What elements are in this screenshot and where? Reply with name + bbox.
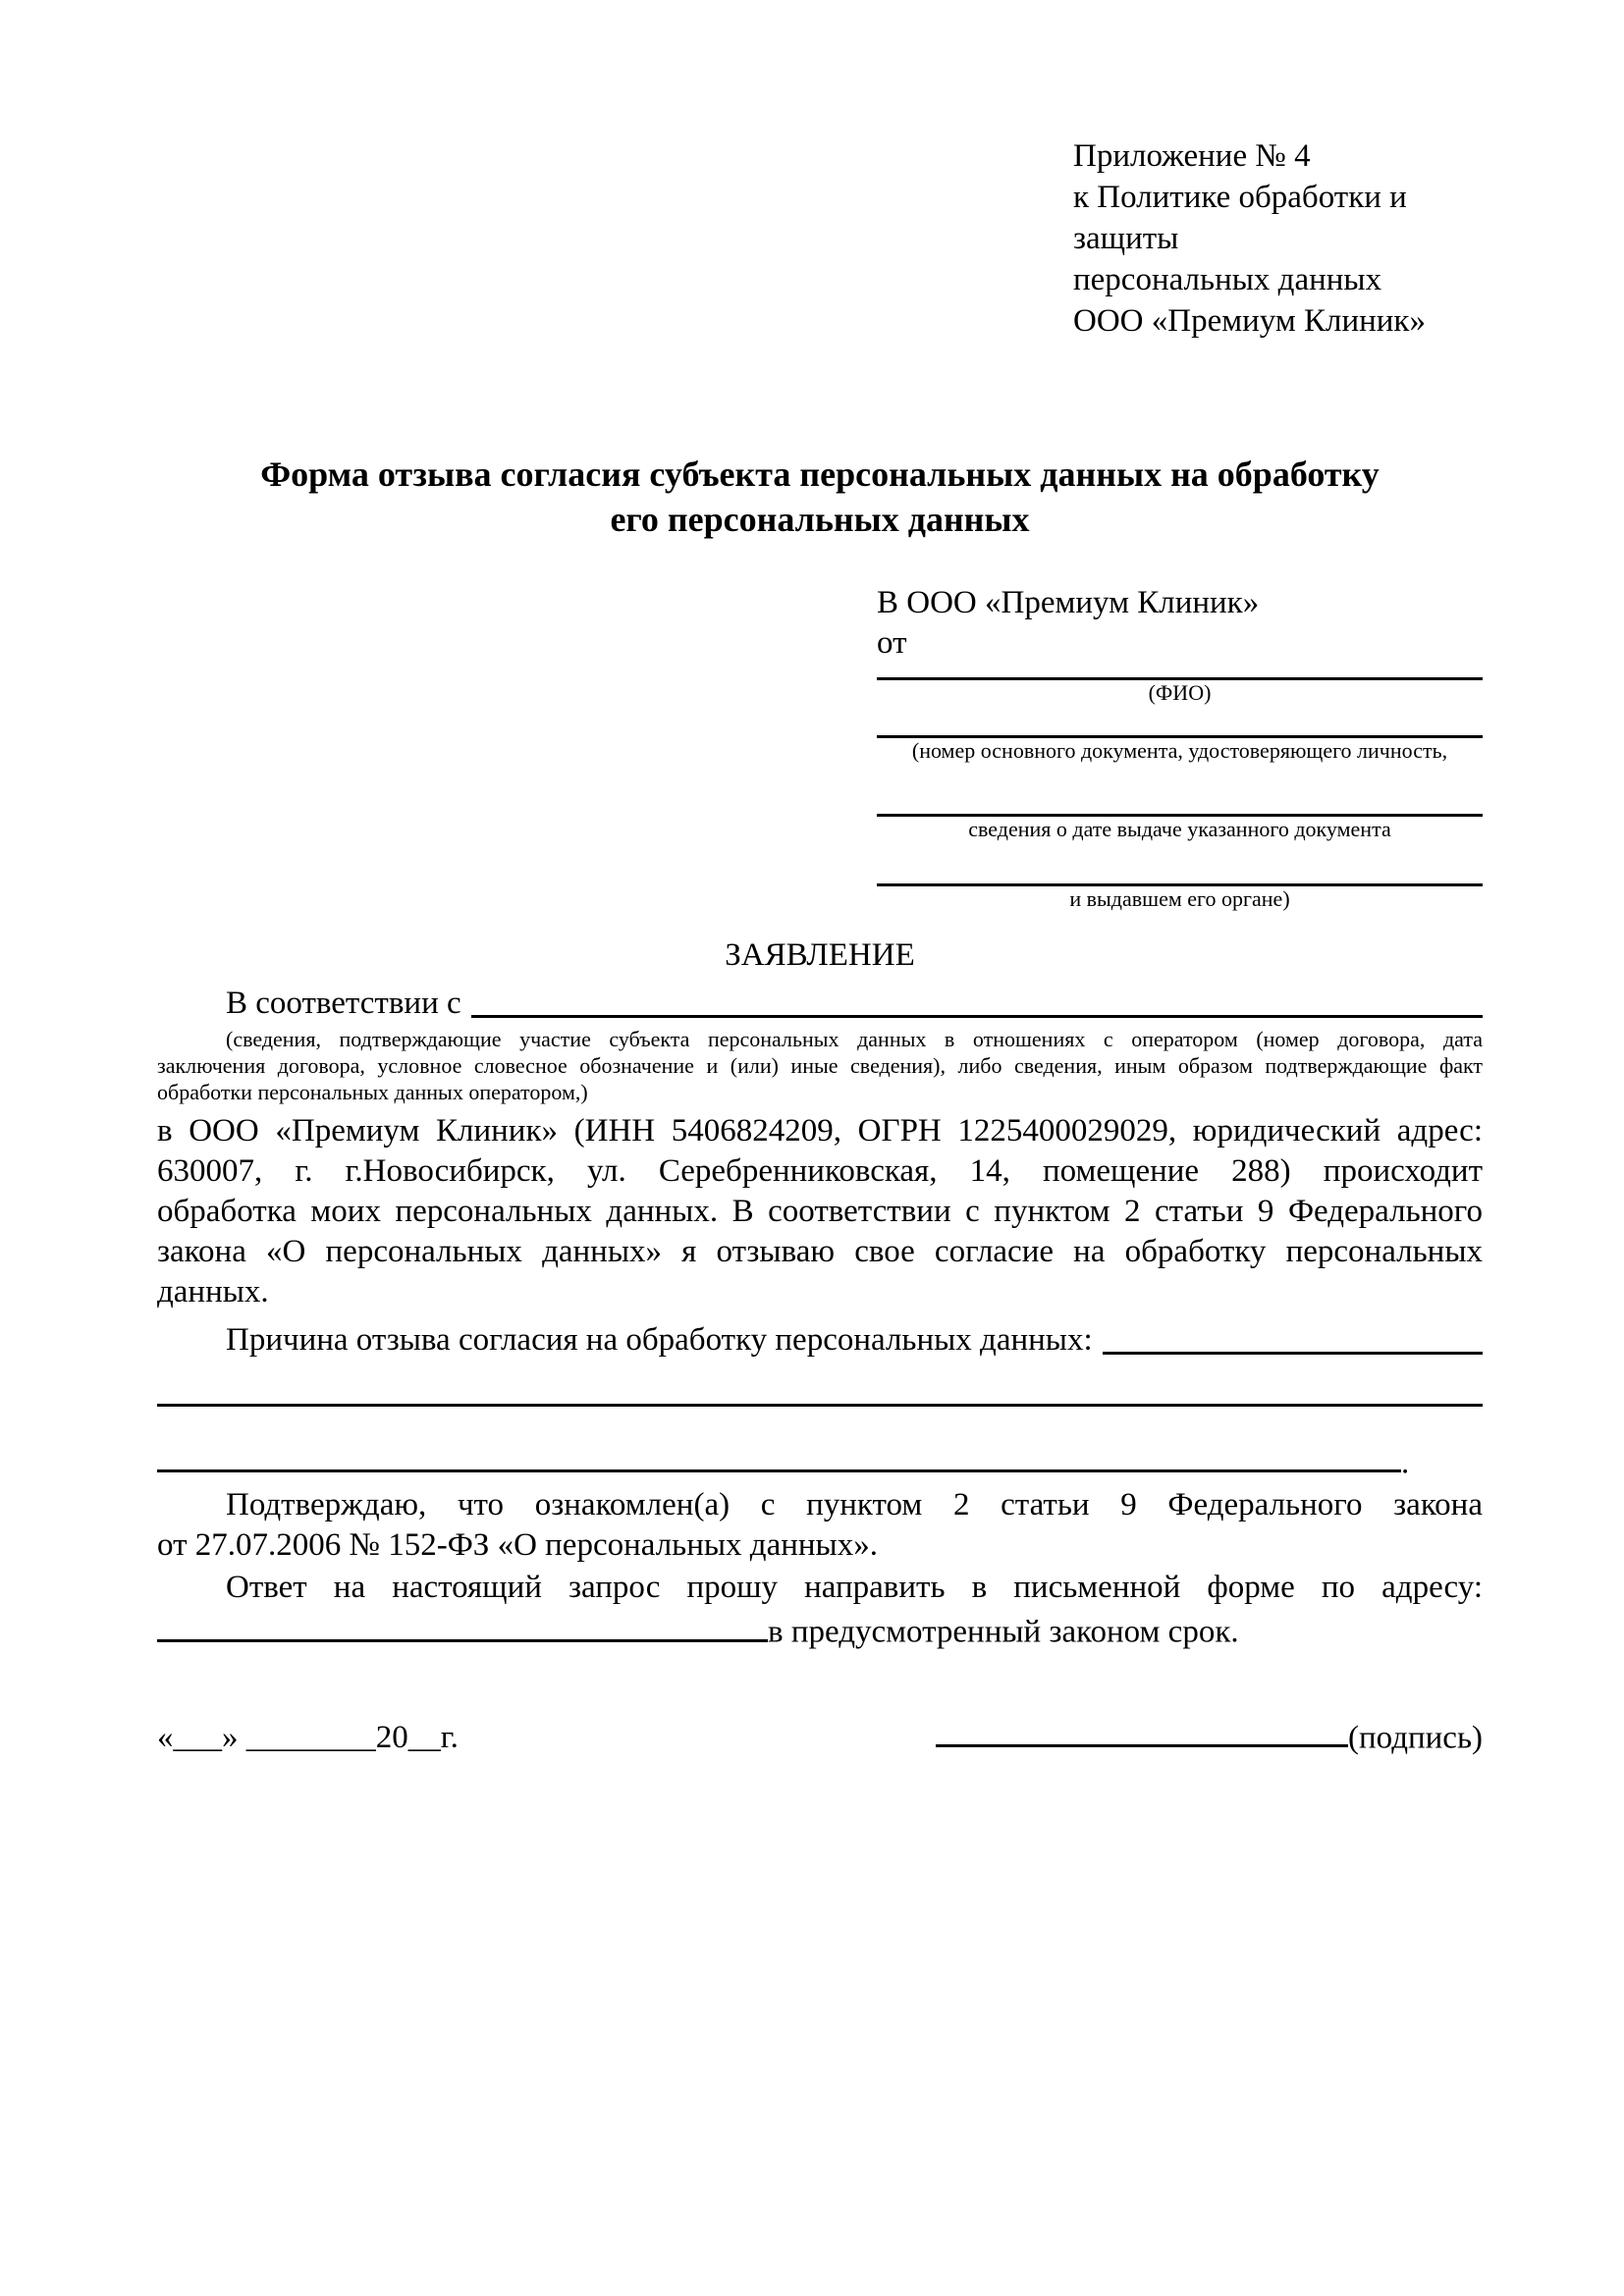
reply-address-row (157, 1608, 1483, 1652)
statement-body (157, 1111, 1483, 1312)
basis-label: В соответствии с (226, 986, 461, 1021)
appendix-line: Приложение № 4 (1073, 138, 1311, 174)
reply-request-line: Ответ на настоящий запрос прошу направить в письменной форме по адресу: (226, 1570, 1483, 1606)
reply-suffix: в предусмотренный законом срок. (768, 1614, 1239, 1650)
document-number-caption: (номер основного документа, удостоверяющего личность, (911, 738, 1448, 763)
signature-blank-line (936, 1714, 1348, 1747)
addressee-from-label: от (877, 625, 907, 661)
confirmation-paragraph (157, 1485, 1483, 1566)
statement-body-line: 630007, г. г.Новосибирск, ул. Серебренниковская, 14, помещение 288) происходит (157, 1153, 1483, 1189)
document-title-line: его персональных данных (610, 500, 1030, 539)
basis-row (157, 984, 1483, 1024)
appendix-line: ООО «Премиум Клиник» (1073, 303, 1426, 339)
reason-blank-line-3 (157, 1439, 1401, 1472)
basis-note-line: заключения договора, условное словесное обозначение и (или) иные сведения), либо сведения, иным образом подтверждающие факт (157, 1053, 1483, 1078)
signature-caption: (подпись) (1348, 1720, 1483, 1756)
basis-blank-line (471, 984, 1483, 1018)
statement-heading: ЗАЯВЛЕНИЕ (725, 937, 915, 973)
document-title-line: Форма отзыва согласия субъекта персональных данных на обработку (260, 454, 1380, 494)
signature-row (157, 1714, 1483, 1758)
statement-body-line: в ООО «Премиум Клиник» (ИНН 5406824209, ОГРН 1225400029029, юридический адрес: (157, 1113, 1483, 1148)
reply-address-blank-line (157, 1608, 768, 1641)
issue-date-caption: сведения о дате выдаче указанного документа (968, 817, 1391, 841)
reply-paragraph (157, 1568, 1483, 1652)
appendix-block (1073, 135, 1483, 342)
reason-blank-line (1103, 1320, 1483, 1355)
basis-note (157, 1026, 1483, 1105)
basis-note-line: обработки персональных данных оператором,) (157, 1080, 588, 1104)
document-title (157, 452, 1483, 542)
statement-body-line: обработка моих персональных данных. В соответствии с пунктом 2 статьи 9 Федерального (157, 1194, 1483, 1229)
reason-blank-line-3-row (157, 1439, 1483, 1483)
statement-body-line: закона «О персональных данных» я отзываю свое согласие на обработку персональных (157, 1234, 1483, 1269)
confirmation-line: Подтверждаю, что ознакомлен(а) с пунктом 2 статьи 9 Федерального закона (226, 1487, 1483, 1523)
reason-label: Причина отзыва согласия на обработку персональных данных: (226, 1322, 1093, 1358)
basis-note-line: (сведения, подтверждающие участие субъекта персональных данных в отношениях с оператором (номер договора, дата (226, 1027, 1483, 1051)
statement-body-line: данных. (157, 1274, 269, 1309)
issuing-authority-caption: и выдавшем его органе) (1069, 886, 1290, 911)
appendix-line: персональных данных (1073, 262, 1382, 297)
reason-blank-line-2 (157, 1404, 1483, 1407)
date-blank: «___» ________20__г. (157, 1720, 459, 1756)
reason-period: . (1401, 1445, 1410, 1481)
addressee-to: В ООО «Премиум Клиник» (877, 585, 1260, 620)
reason-row (157, 1320, 1483, 1361)
appendix-line: к Политике обработки и защиты (1073, 180, 1407, 256)
signature-group (936, 1714, 1483, 1758)
confirmation-line: от 27.07.2006 № 152-ФЗ «О персональных данных». (157, 1527, 878, 1564)
addressee-block (877, 583, 1483, 912)
fio-caption: (ФИО) (1148, 680, 1212, 705)
